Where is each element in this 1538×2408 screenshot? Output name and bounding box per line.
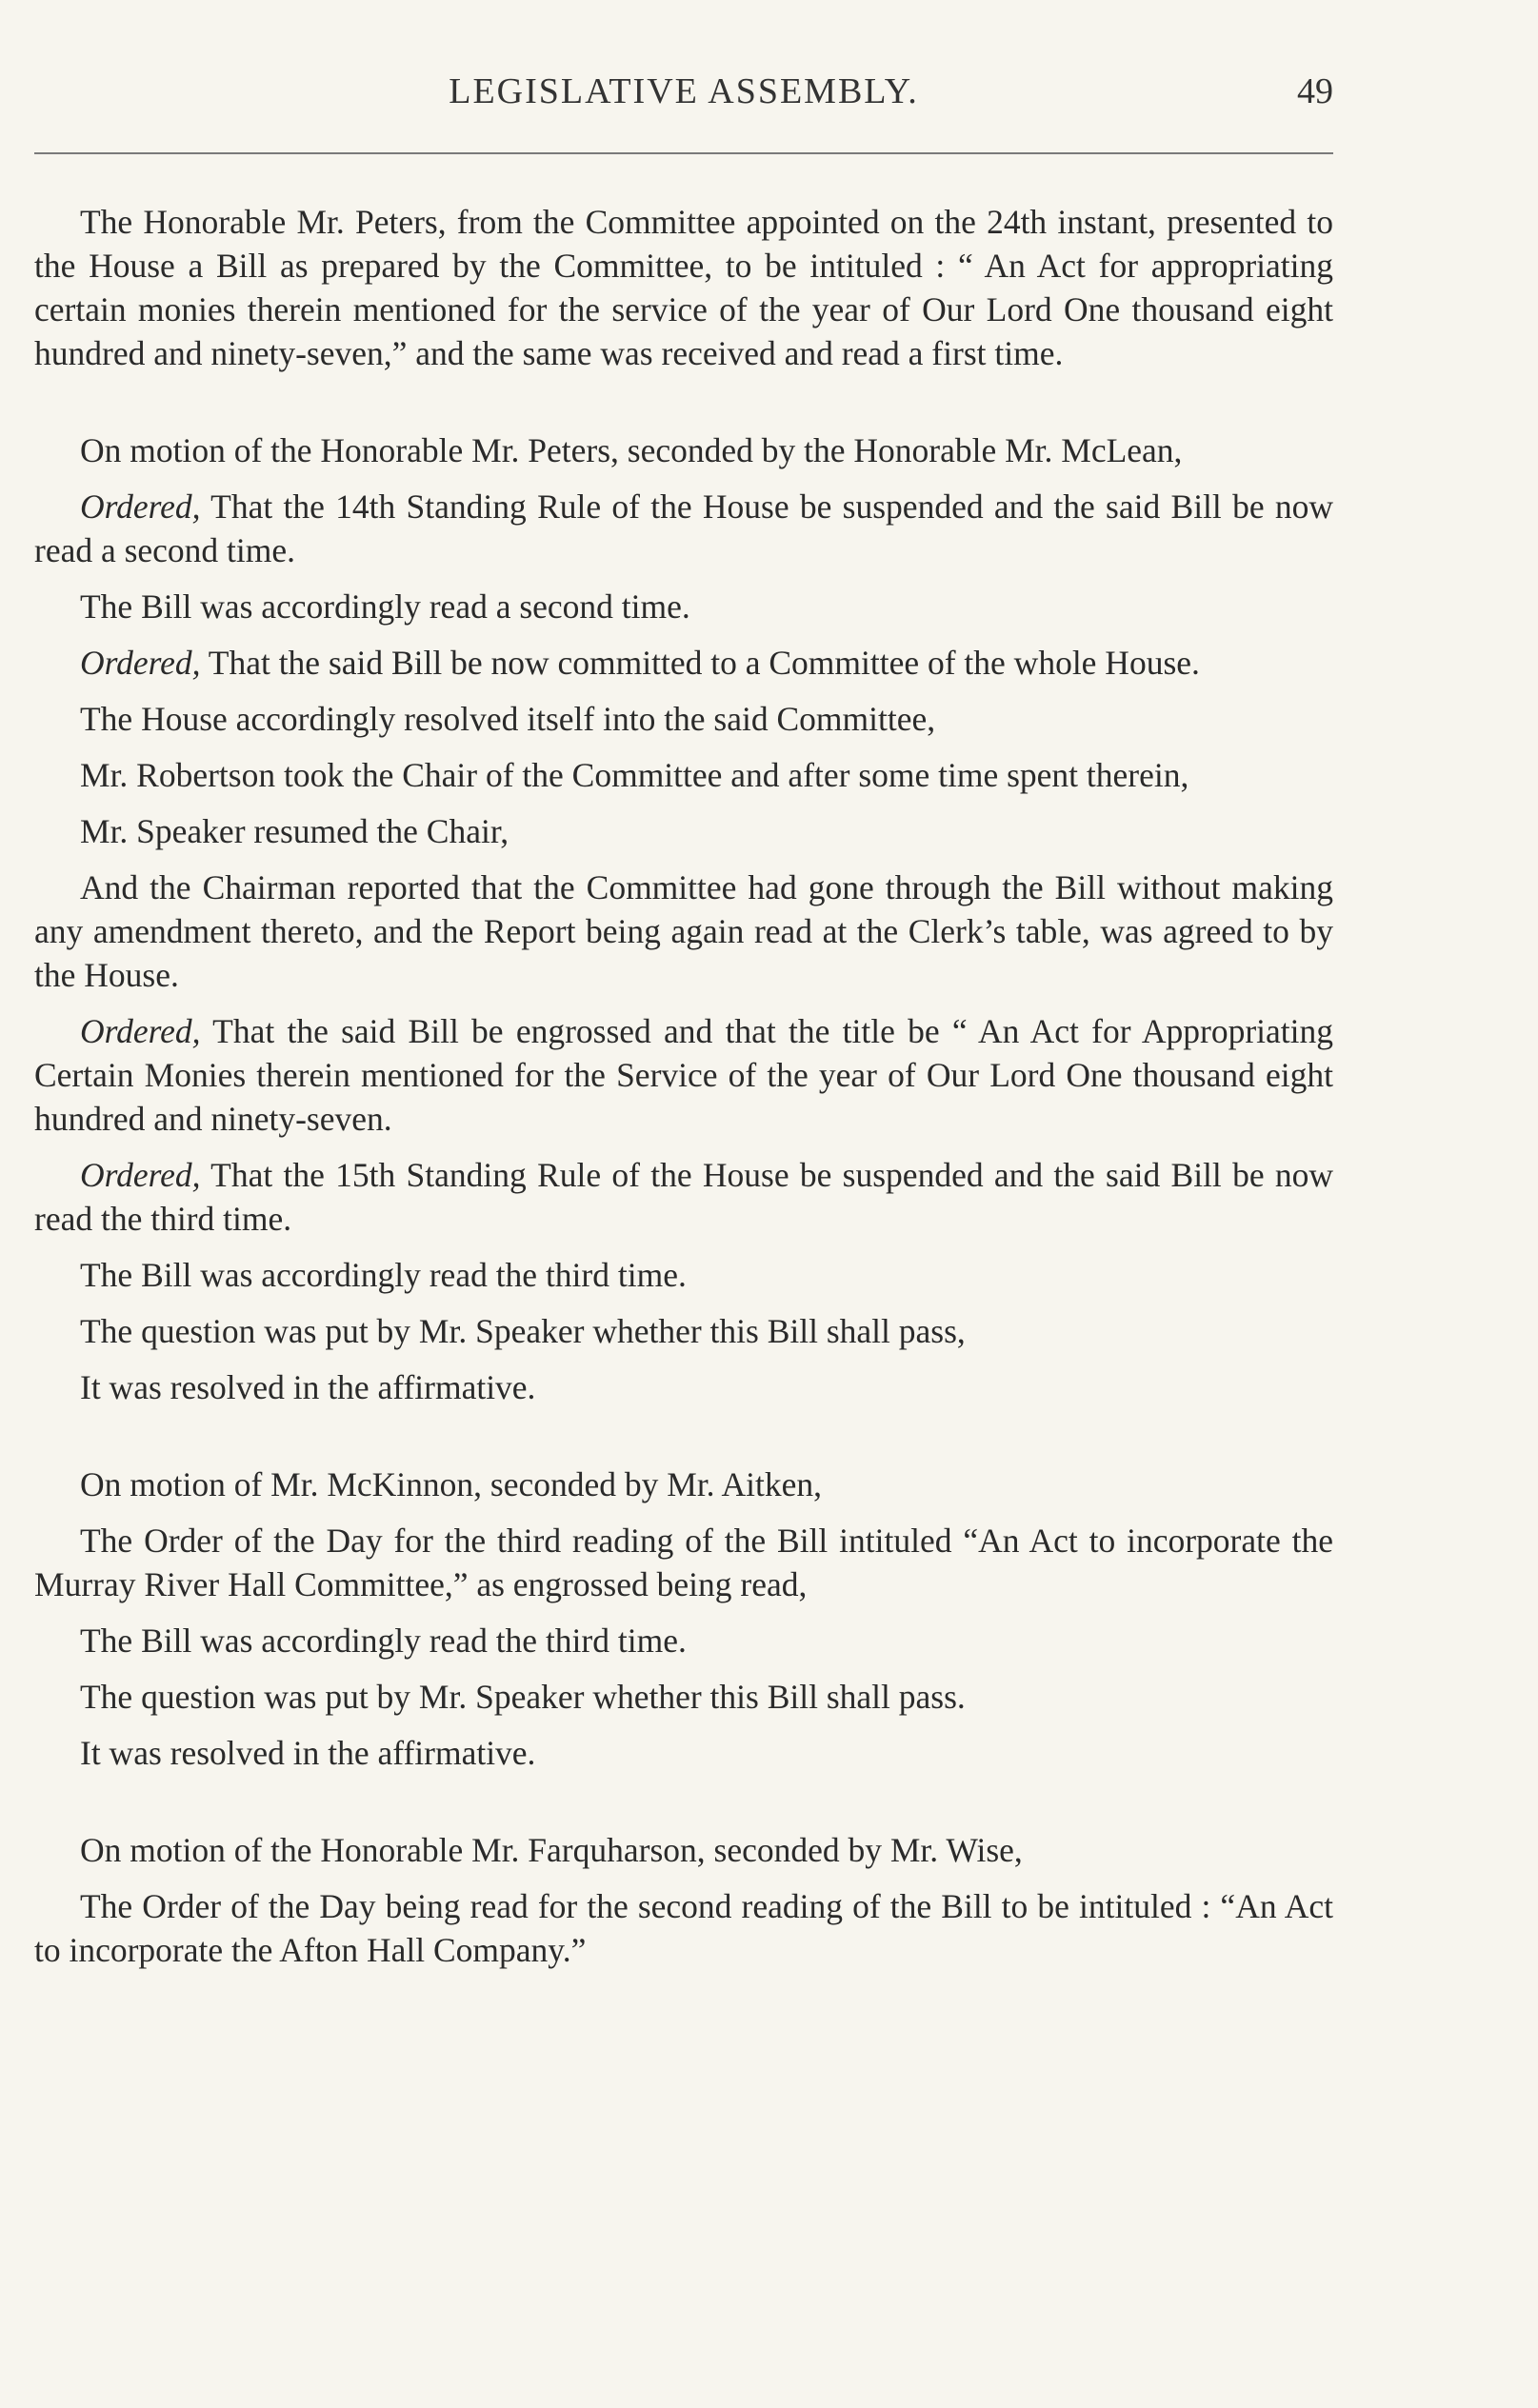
paragraph xyxy=(34,200,1333,375)
paragraph-text: The Bill was accordingly read the third time. xyxy=(80,1256,687,1294)
paragraph xyxy=(34,753,1333,797)
paragraph-text: On motion of Mr. McKinnon, seconded by Mr. Aitken, xyxy=(80,1465,822,1503)
paragraph-lead: Ordered, xyxy=(80,488,201,526)
paragraph-text: That the said Bill be engrossed and that the title be “ An Act for Appropriating Certain Monies therein mentioned for the Service of the year of Our Lord One thousand eight hundred and ninety-seven. xyxy=(34,1012,1333,1138)
paragraph-text: Mr. Speaker resumed the Chair, xyxy=(80,812,509,850)
paragraph-text: On motion of the Honorable Mr. Farquharson, seconded by Mr. Wise, xyxy=(80,1831,1023,1869)
paragraph xyxy=(34,1884,1333,1972)
paragraph xyxy=(34,1463,1333,1506)
paragraph-text: The Bill was accordingly read a second time. xyxy=(80,587,690,626)
paragraph-text: The question was put by Mr. Speaker whether this Bill shall pass, xyxy=(80,1312,966,1350)
paragraph-lead: Ordered, xyxy=(80,1156,201,1194)
paragraph-text: The Order of the Day for the third reading of the Bill intituled “An Act to incorporate the Murray River Hall Committee,” as engrossed being read, xyxy=(34,1522,1333,1603)
paragraph xyxy=(34,1253,1333,1297)
paragraph xyxy=(34,1309,1333,1353)
paragraph-text: It was resolved in the affirmative. xyxy=(80,1734,536,1772)
paragraph xyxy=(34,1009,1333,1141)
paragraph-text: That the 14th Standing Rule of the House be suspended and the said Bill be now read a second time. xyxy=(34,488,1333,569)
paragraph xyxy=(34,428,1333,472)
paragraph xyxy=(34,1519,1333,1606)
paragraph-text: It was resolved in the affirmative. xyxy=(80,1368,536,1406)
paragraph-text: That the 15th Standing Rule of the House be suspended and the said Bill be now read the third time. xyxy=(34,1156,1333,1238)
paragraph xyxy=(34,1365,1333,1409)
paragraph xyxy=(34,485,1333,572)
paragraph-text: And the Chairman reported that the Committee had gone through the Bill without making any amendment thereto, and the Report being again read at the Clerk’s table, was agreed to by the House. xyxy=(34,868,1333,994)
paragraph-text: The question was put by Mr. Speaker whether this Bill shall pass. xyxy=(80,1678,966,1716)
page-number: 49 xyxy=(1297,71,1333,111)
paragraph xyxy=(34,1619,1333,1662)
paragraph xyxy=(34,1153,1333,1241)
paragraph xyxy=(34,641,1333,685)
paragraph xyxy=(34,1828,1333,1872)
paragraph xyxy=(34,1731,1333,1775)
paragraph xyxy=(34,809,1333,853)
paragraph-text: The House accordingly resolved itself into the said Committee, xyxy=(80,700,936,738)
body-text xyxy=(34,200,1333,1984)
paragraph-text: The Order of the Day being read for the second reading of the Bill to be intituled : “An Act to incorporate the Afton Hall Company.” xyxy=(34,1887,1333,1969)
paragraph-text: The Honorable Mr. Peters, from the Committee appointed on the 24th instant, presented to the House a Bill as prepared by the Committee, to be intituled : “ An Act for appropriating certain monies therein mentioned for the service of the year of Our Lord One thousand eight hundred and ninety-seven,” and the same was received and read a first time. xyxy=(34,203,1333,372)
paragraph xyxy=(34,866,1333,997)
paragraph-lead: Ordered, xyxy=(80,644,201,682)
paragraph-text: The Bill was accordingly read the third time. xyxy=(80,1622,687,1660)
paragraph xyxy=(34,1675,1333,1719)
paragraph-text: On motion of the Honorable Mr. Peters, seconded by the Honorable Mr. McLean, xyxy=(80,431,1183,469)
paragraph xyxy=(34,697,1333,741)
header-rule xyxy=(34,152,1333,154)
paragraph xyxy=(34,585,1333,628)
page-header xyxy=(34,70,1333,128)
paragraph-text: Mr. Robertson took the Chair of the Committee and after some time spent therein, xyxy=(80,756,1189,794)
paragraph-text: That the said Bill be now committed to a Committee of the whole House. xyxy=(200,644,1200,682)
paragraph-lead: Ordered, xyxy=(80,1012,201,1050)
running-title: LEGISLATIVE ASSEMBLY. xyxy=(449,71,919,111)
